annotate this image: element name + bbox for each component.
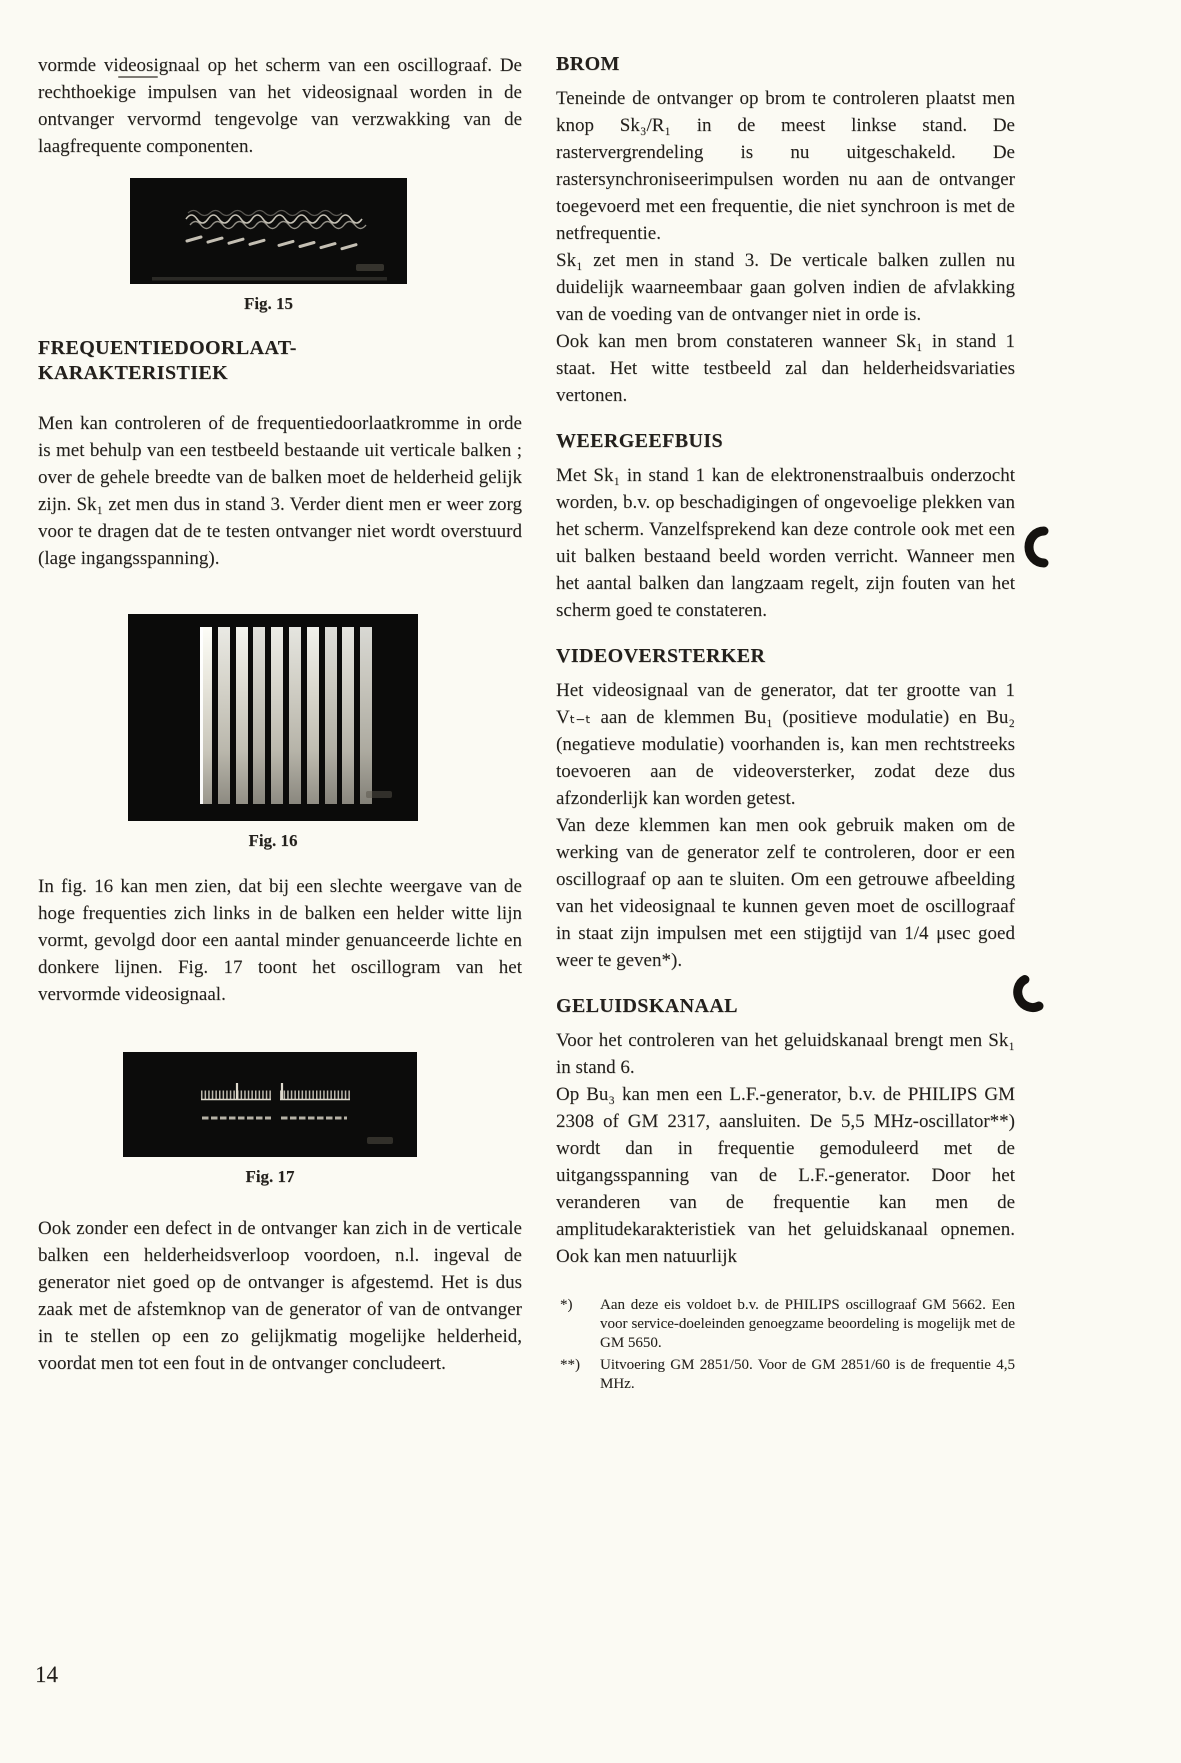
heading-line: FREQUENTIEDOORLAAT-	[38, 337, 297, 359]
scan-artifact-ink-mark	[1014, 524, 1056, 570]
footnote-marker: *)	[560, 1297, 573, 1313]
weergeefbuis-paragraph: Met Sk₁ in stand 1 kan de elektronenstraalbuis onderzocht worden, b.v. op beschadigingen of ongevoelige plekken van het scherm. Vanzelfsprekend kan deze controle ook met een uit balken bestaand beeld worden verricht. Wanneer men het aantal balken dan langzaam regelt, zijn fouten van het scherm goed te constateren.	[556, 465, 1015, 621]
figure-15-caption: Fig. 15	[243, 294, 294, 313]
videoversterker-paragraph: Het videosignaal van de generator, dat ter grootte van 1 Vₜ₋ₜ aan de klemmen Bu₁ (positieve modulatie) en Bu₂ (negatieve modulatie) voorhanden is, kan men rechtstreeks toevoeren aan de videoversterker, zodat deze dus afzonderlijk kan worden getest.	[556, 680, 1015, 809]
videoversterker-paragraph: Van deze klemmen kan men ook gebruik maken om de werking van de generator zelf te controleren, door er een oscillograaf op aan te sluiten. Om een getrouwe afbeelding van het videosignaal te kunnen geven moet de oscillograaf in staat zijn impulsen met een stijgtijd van 1/4 μsec goed weer te geven*).	[556, 815, 1015, 971]
footnote-text: Aan deze eis voldoet b.v. de PHILIPS oscillograaf GM 5662. Een voor service-doeleinden genoegzame beoordeling is mogelijk met de GM 5650.	[600, 1297, 1015, 1351]
left-column	[38, 46, 522, 1377]
geluidskanaal-paragraph: Op Bu₃ kan men een L.F.-generator, b.v. de PHILIPS GM 2308 of GM 2317, aansluiten. De 5,5 MHz-oscillator**) wordt dan in frequentie gemoduleerd met de uitgangsspanning van de L.F.-generator. Door het veranderen van de frequentie kan men de amplitudekarakteristiek van het geluidskanaal opnemen. Ook kan men natuurlijk	[556, 1084, 1015, 1267]
figure-16	[128, 614, 418, 851]
brom-paragraph: Sk₁ zet men in stand 3. De verticale balken zullen nu duidelijk waarneembaar gaan golven indien de afvlakking van de voeding van de ontvanger niet in orde is.	[556, 250, 1015, 325]
footnotes	[556, 1296, 1015, 1394]
footnote	[556, 1296, 1015, 1353]
intro-paragraph: vormde videosignaal op het scherm van een oscillograaf. De rechthoekige impulsen van het videosignaal worden in de ontvanger vervormd tengevolge van verzwakking van de laagfrequente componenten.	[38, 55, 522, 157]
brom-paragraph: Teneinde de ontvanger op brom te controleren plaatst men knop Sk₃/R₁ in de meest linkse stand. De rastervergrendeling is nu uitgeschakeld. De rastersynchroniseerimpulsen worden nu aan de ontvanger toegevoerd met een frequentie, die niet synchroon is met de netfrequentie.	[556, 88, 1015, 244]
frequentie-paragraph: Men kan controleren of de frequentiedoorlaatkromme in orde is met behulp van een testbeeld bestaande uit verticale balken ; over de gehele breedte van de balken moet de helderheid gelijk zijn. Sk₁ zet men dus in stand 3. Verder dient men er weer zorg voor te dragen dat de te testen ontvanger niet wordt overstuurd (lage ingangsspanning).	[38, 413, 522, 569]
figure-17-caption: Fig. 17	[245, 1167, 295, 1186]
heading-videoversterker: VIDEOVERSTERKER	[556, 645, 766, 667]
heading-line: KARAKTERISTIEK	[38, 362, 229, 384]
heading-brom: BROM	[556, 53, 620, 75]
fig16-discussion-paragraph: In fig. 16 kan men zien, dat bij een slechte weergave van de hoge frequenties zich links in de balken een helder witte lijn vormt, gevolgd door een aantal minder genuanceerde lichte en donkere lijnen. Fig. 17 toont het oscillogram van het vervormde videosignaal.	[38, 876, 522, 1005]
figure-16-image	[128, 614, 418, 821]
defect-paragraph: Ook zonder een defect in de ontvanger kan zich in de verticale balken een helderheidsverloop voordoen, n.l. ingeval de generator niet goed op de ontvanger is afgestemd. Het is dus zaak met de afstemknop van de generator of van de ontvanger in te stellen op een zo gelijkmatig mogelijke helderheid, voordat men tot een fout in de ontvanger concludeert.	[38, 1218, 522, 1374]
figure-15	[130, 178, 407, 314]
footnote-text: Uitvoering GM 2851/50. Voor de GM 2851/60 is de frequentie 4,5 MHz.	[600, 1357, 1015, 1392]
page-number: 14	[35, 1662, 58, 1687]
heading-frequentiedoorlaat	[38, 336, 522, 386]
geluidskanaal-paragraph: Voor het controleren van het geluidskanaal brengt men Sk₁ in stand 6.	[556, 1030, 1015, 1078]
right-column	[556, 46, 1015, 1394]
footnote-marker: **)	[560, 1357, 580, 1373]
figure-17	[123, 1052, 417, 1187]
figure-16-caption: Fig. 16	[248, 831, 298, 850]
brom-paragraph: Ook kan men brom constateren wanneer Sk₁ in stand 1 staat. Het witte testbeeld zal dan helderheidsvariaties vertonen.	[556, 331, 1015, 406]
figure-15-image	[130, 178, 407, 284]
heading-geluidskanaal: GELUIDSKANAAL	[556, 995, 738, 1017]
footnote	[556, 1356, 1015, 1394]
heading-weergeefbuis: WEERGEEFBUIS	[556, 430, 724, 452]
figure-17-image	[123, 1052, 417, 1157]
